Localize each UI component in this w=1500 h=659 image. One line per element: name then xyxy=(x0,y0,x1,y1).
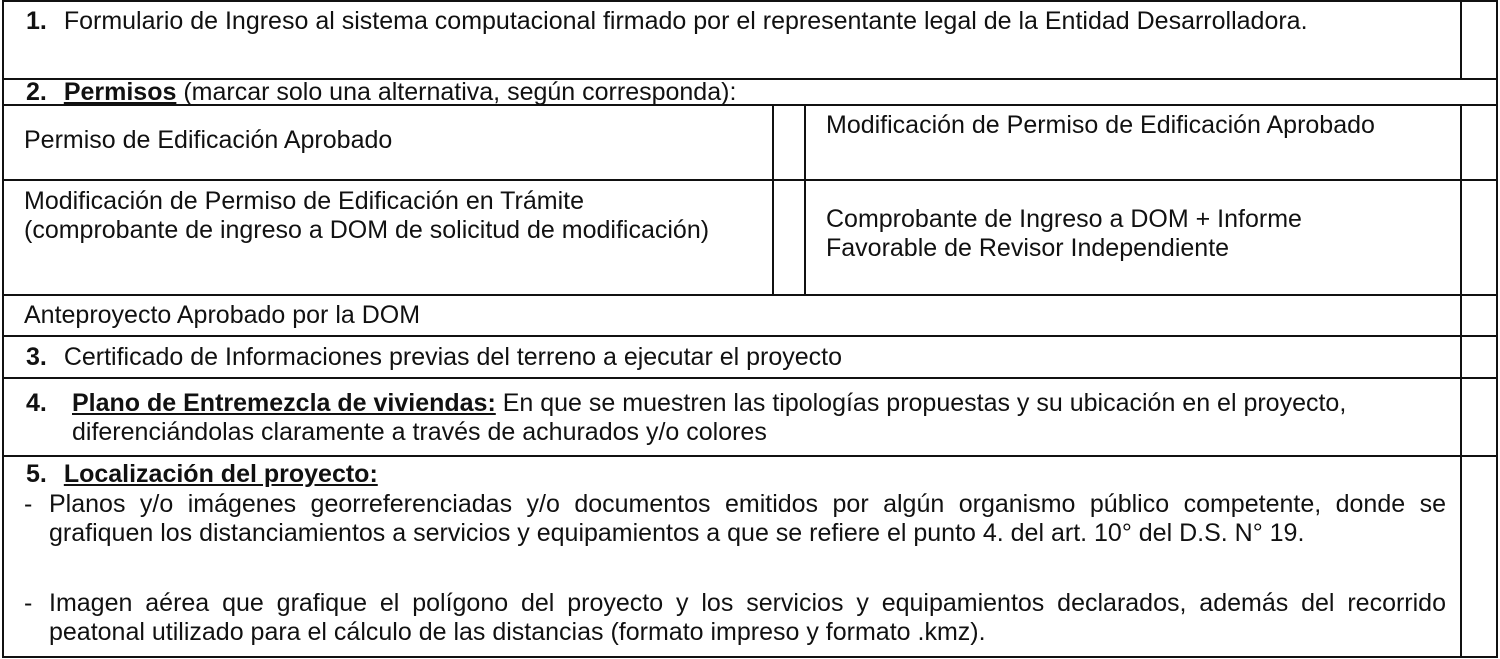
permiso-b-cell xyxy=(804,104,1462,181)
item-2-text: (marcar solo una alternativa, según corresponda): xyxy=(176,78,737,106)
item-4-title: Plano de Entremezcla de viviendas: xyxy=(72,389,496,417)
permiso-a-label: Permiso de Edificación Aprobado xyxy=(24,126,393,154)
item-5-bullet-2: Imagen aérea que grafique el polígono del proyecto y los servicios y equipamientos declarados, además del recorrido peatonal utilizado para el cálculo de las distancias (formato impreso y formato .kmz). xyxy=(49,589,1446,646)
item-3-number: 3. xyxy=(26,343,47,371)
item-2-number: 2. xyxy=(26,78,47,106)
item-5-bullet-1-mark: - xyxy=(24,490,33,518)
item-3-checkbox[interactable] xyxy=(1460,335,1498,379)
item-1-checkbox[interactable] xyxy=(1460,0,1498,80)
item-3-cell xyxy=(2,335,1462,379)
permiso-d-label: Comprobante de Ingreso a DOM + Informe Favorable de Revisor Independiente xyxy=(826,205,1302,262)
item-2-title: Permisos xyxy=(63,78,177,106)
permiso-c-label: Modificación de Permiso de Edificación en Trámite (comprobante de ingreso a DOM de solicitud de modificación) xyxy=(24,187,710,244)
item-5-checkbox[interactable] xyxy=(1460,455,1498,658)
permiso-d-cell xyxy=(804,179,1462,296)
item-5-title: Localización del proyecto: xyxy=(63,460,378,488)
permiso-e-cell xyxy=(2,294,1462,337)
item-3-text: Certificado de Informaciones previas del terreno a ejecutar el proyecto xyxy=(63,343,842,371)
permiso-b-label: Modificación de Permiso de Edificación Aprobado xyxy=(826,111,1375,139)
permiso-e-checkbox[interactable] xyxy=(1460,294,1498,337)
item-1-text: Formulario de Ingreso al sistema computacional firmado por el representante legal de la Entidad Desarrolladora. xyxy=(63,7,1308,35)
permiso-a-cell xyxy=(2,104,774,181)
item-1-cell xyxy=(2,0,1462,80)
item-5-bullet-1: Planos y/o imágenes georreferenciadas y/o documentos emitidos por algún organismo público competente, donde se grafiquen los distanciamientos a servicios y equipamientos a que se refiere el punto 4. del art. 10° del D.S. N° 19. xyxy=(49,490,1446,547)
item-5-number: 5. xyxy=(26,460,47,488)
item-5-bullet-2-mark: - xyxy=(24,589,33,617)
permiso-e-label: Anteproyecto Aprobado por la DOM xyxy=(24,301,421,329)
item-4-number: 4. xyxy=(26,389,47,417)
item-5-cell xyxy=(2,455,1462,658)
permiso-c-cell xyxy=(2,179,774,296)
permiso-d-checkbox[interactable] xyxy=(1460,179,1498,296)
item-2-header-cell xyxy=(2,78,1498,106)
item-4-checkbox[interactable] xyxy=(1460,377,1498,457)
permiso-a-checkbox[interactable] xyxy=(772,104,806,181)
permiso-b-checkbox[interactable] xyxy=(1460,104,1498,181)
item-1-number: 1. xyxy=(26,7,47,35)
permiso-c-checkbox[interactable] xyxy=(772,179,806,296)
item-4-cell xyxy=(2,377,1462,457)
item-4-text: En que se muestren las tipologías propuestas y su ubicación en el proyecto, diferenciándolas claramente a través de achurados y/o colores xyxy=(72,389,1347,446)
